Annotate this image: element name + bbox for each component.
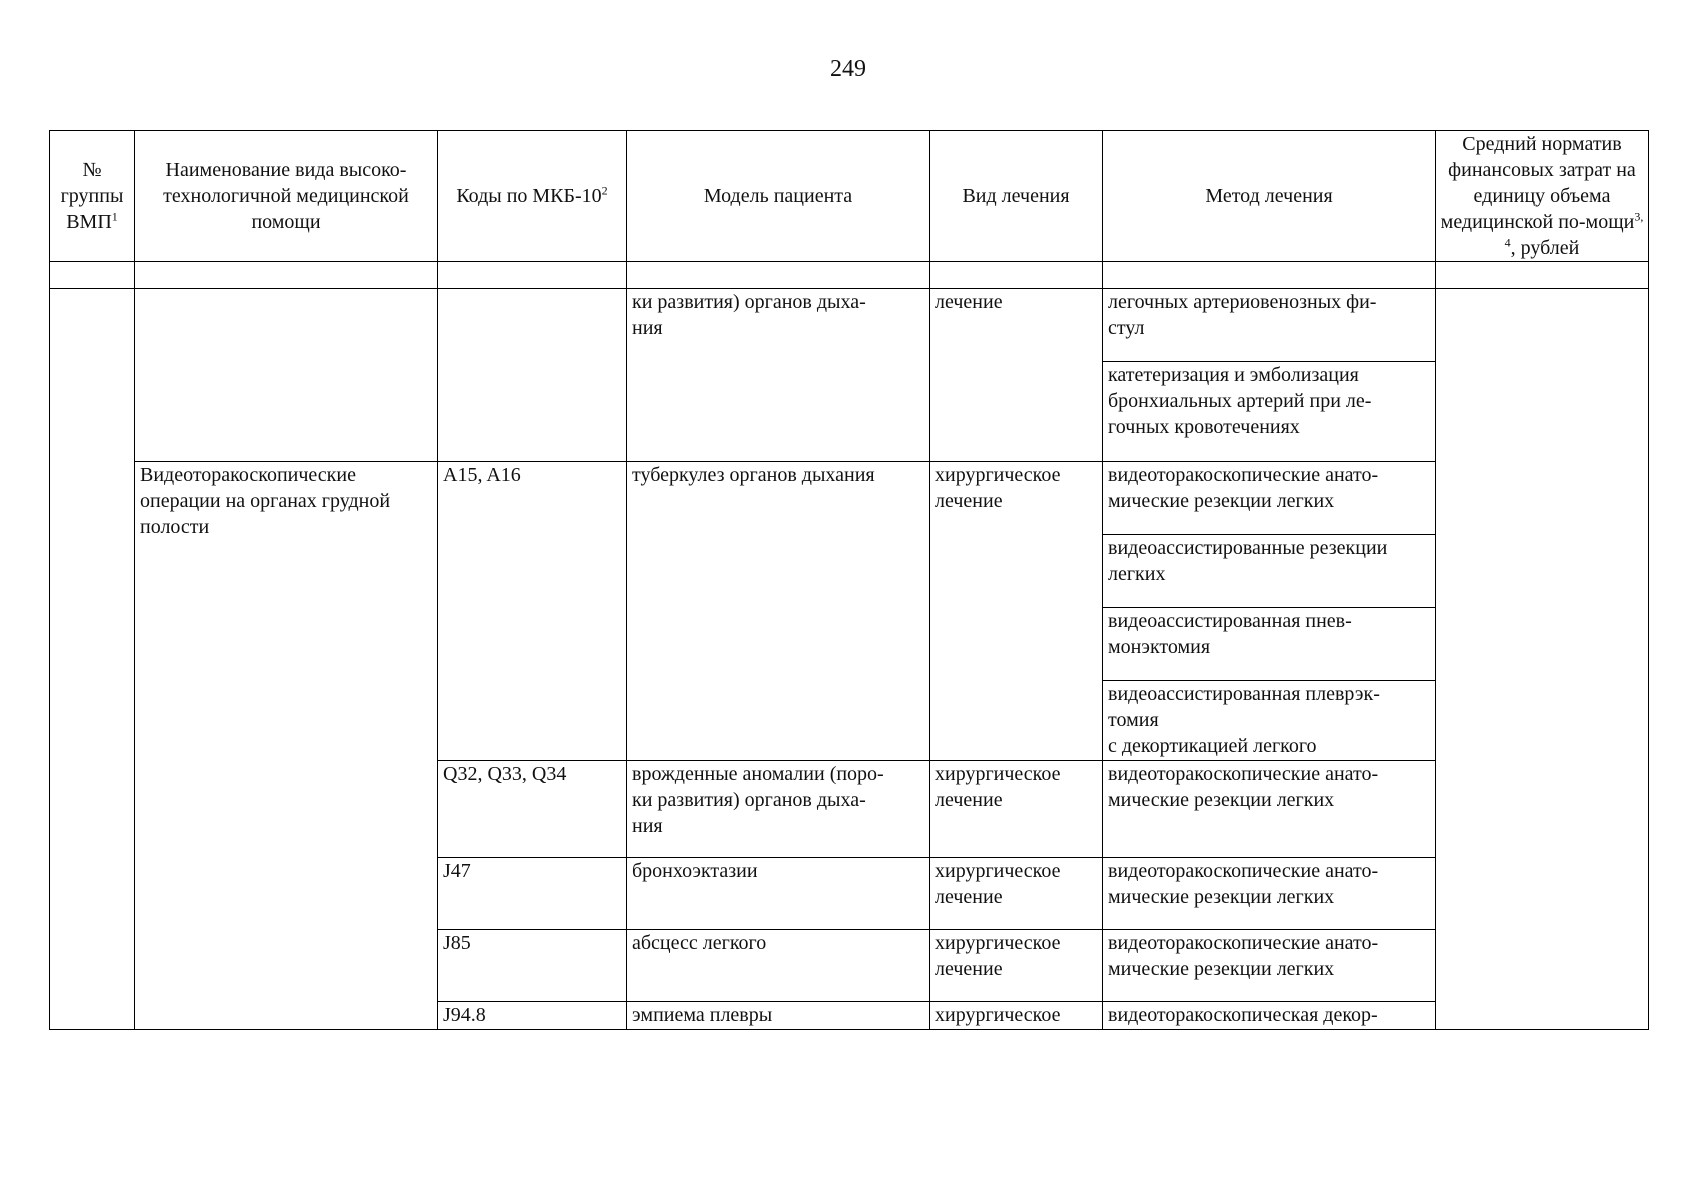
method-cell: легочных артериовенозных фи- стул (1103, 289, 1436, 362)
codes-cell: J85 (438, 930, 627, 1002)
header-model: Модель пациента (627, 131, 930, 262)
model-cell: туберкулез органов дыхания (627, 462, 930, 761)
method-cell: видеоторакоскопические анато- мические резекции легких (1103, 462, 1436, 535)
method-cell: видеоассистированная плеврэк- томия с декортикацией легкого (1103, 681, 1436, 761)
type-cell: хирургическое лечение (930, 761, 1103, 858)
model-cell: абсцесс легкого (627, 930, 930, 1002)
type-cell: хирургическое лечение (930, 858, 1103, 930)
method-cell: видеоторакоскопическая декор- (1103, 1002, 1436, 1030)
name-cell: Видеоторакоскопические операции на органах грудной полости (135, 462, 438, 1030)
page-number: 249 (830, 56, 866, 82)
model-cell: ки развития) органов дыха- ния (627, 289, 930, 462)
method-cell: видеоассистированная пнев- монэктомия (1103, 608, 1436, 681)
type-cell: хирургическое (930, 1002, 1103, 1030)
table-body (50, 289, 1649, 1030)
table-row (50, 289, 1649, 362)
header-method: Метод лечения (1103, 131, 1436, 262)
table-header (50, 131, 1649, 289)
header-spacer-row (50, 262, 1649, 289)
header-name: Наименование вида высоко-технологичной медицинской помощи (135, 131, 438, 262)
header-codes: Коды по МКБ-$10^2$ (438, 131, 627, 262)
group-no-cell (50, 289, 135, 1030)
method-cell: катетеризация и эмболизация бронхиальных артерий при ле- гочных кровотечениях (1103, 362, 1436, 462)
model-cell: бронхоэктазии (627, 858, 930, 930)
method-cell: видеоторакоскопические анато- мические резекции легких (1103, 761, 1436, 858)
vmp-table (49, 130, 1649, 1030)
type-cell: хирургическое лечение (930, 462, 1103, 761)
header-cost: Средний норматив финансовых затрат на единицу объема медицинской по-мощи$^{3, 4}$, рублей (1436, 131, 1649, 262)
method-cell: видеоассистированные резекции легких (1103, 535, 1436, 608)
codes-cell (438, 289, 627, 462)
codes-cell: J94.8 (438, 1002, 627, 1030)
table-row (50, 462, 1649, 535)
model-cell: эмпиема плевры (627, 1002, 930, 1030)
type-cell: хирургическое лечение (930, 930, 1103, 1002)
method-cell: видеоторакоскопические анато- мические резекции легких (1103, 858, 1436, 930)
header-type: Вид лечения (930, 131, 1103, 262)
codes-cell: J47 (438, 858, 627, 930)
model-cell: врожденные аномалии (поро- ки развития) органов дыха- ния (627, 761, 930, 858)
method-cell: видеоторакоскопические анато- мические резекции легких (1103, 930, 1436, 1002)
header-group-no: № группы ВМП$^1$ (50, 131, 135, 262)
cost-cell (1436, 289, 1649, 1030)
name-cell (135, 289, 438, 462)
codes-cell: Q32, Q33, Q34 (438, 761, 627, 858)
type-cell: лечение (930, 289, 1103, 462)
codes-cell: A15, A16 (438, 462, 627, 761)
